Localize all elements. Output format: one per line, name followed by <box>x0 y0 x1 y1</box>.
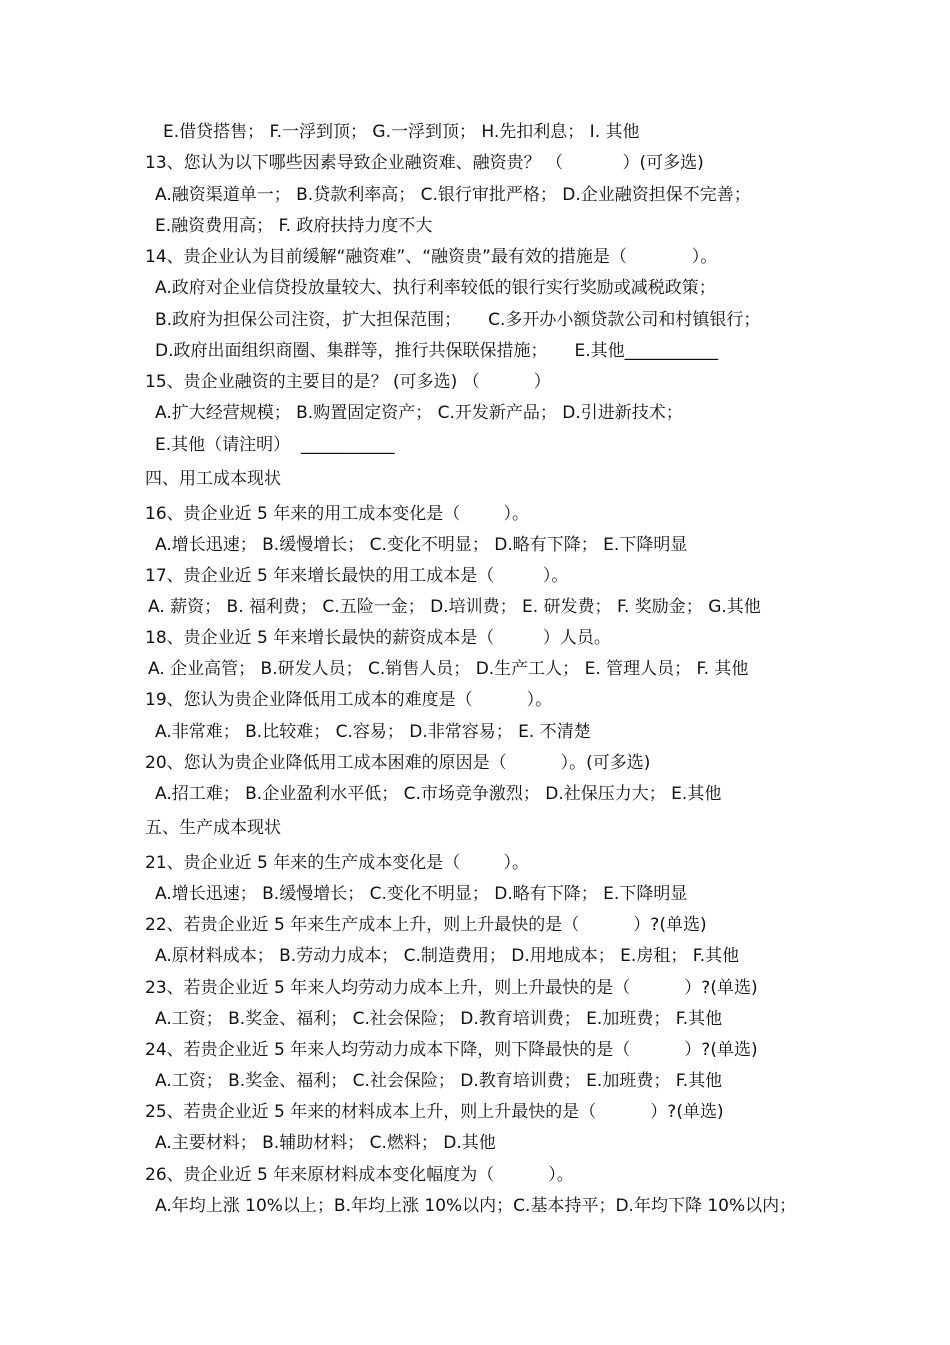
question-17: 17、贵企业近 5 年来增长最快的用工成本是（ ）。 <box>145 566 569 586</box>
option-line: A.原材料成本； B.劳动力成本； C.制造费用； D.用地成本； E.房租； F.其他 <box>155 946 740 966</box>
question-21: 21、贵企业近 5 年来的生产成本变化是（ ）。 <box>145 853 529 873</box>
option-line: A.融资渠道单一； B.贷款利率高； C.银行审批严格； D.企业融资担保不完善； <box>155 185 751 205</box>
question-24: 24、若贵企业近 5 年来人均劳动力成本下降，则下降最快的是（ ）?(单选) <box>145 1040 758 1060</box>
option-line: D.政府出面组织商圈、集群等，推行共保联保措施； E.其他___________ <box>155 341 719 361</box>
option-line: A. 薪资； B. 福利费； C.五险一金； D.培训费； E. 研发费； F. 奖励金； G.其他 <box>148 597 761 617</box>
option-line: A. 企业高管； B.研发人员； C.销售人员； D.生产工人； E. 管理人员； F. 其他 <box>148 659 749 679</box>
option-line: E.借贷搭售； F.一浮到顶； G.一浮到顶； H.先扣利息； I. 其他 <box>163 122 640 142</box>
option-line: A.工资； B.奖金、福利； C.社会保险； D.教育培训费； E.加班费； F.其他 <box>155 1071 723 1091</box>
option-line: B.政府为担保公司注资，扩大担保范围； C.多开办小额贷款公司和村镇银行； <box>155 310 761 330</box>
option-line: A.扩大经营规模； B.购置固定资产； C.开发新产品； D.引进新技术； <box>155 403 683 423</box>
question-18: 18、贵企业近 5 年来增长最快的薪资成本是（ ）人员。 <box>145 628 611 648</box>
option-line: A.年均上涨 10%以上；B.年均上涨 10%以内；C.基本持平；D.年均下降 10%以内； <box>155 1196 797 1216</box>
option-line: A.政府对企业信贷投放量较大、执行利率较低的银行实行奖励或减税政策； <box>155 278 716 298</box>
section-heading: 五、生产成本现状 <box>145 818 281 838</box>
question-16: 16、贵企业近 5 年来的用工成本变化是（ ）。 <box>145 504 529 524</box>
question-23: 23、若贵企业近 5 年来人均劳动力成本上升，则上升最快的是（ ）?(单选) <box>145 978 758 998</box>
option-line: E.其他（请注明） ___________ <box>155 435 395 455</box>
option-line: A.主要材料； B.辅助材料； C.燃料； D.其他 <box>155 1133 496 1153</box>
option-line: A.招工难； B.企业盈利水平低； C.市场竞争激烈； D.社保压力大； E.其他 <box>155 784 722 804</box>
question-13: 13、您认为以下哪些因素导致企业融资难、融资贵？ （ ）(可多选) <box>145 153 704 173</box>
section-heading: 四、用工成本现状 <box>145 469 281 489</box>
question-22: 22、若贵企业近 5 年来生产成本上升，则上升最快的是（ ）?(单选) <box>145 915 707 935</box>
option-line: A.非常难； B.比较难； C.容易； D.非常容易； E. 不清楚 <box>155 722 591 742</box>
question-14: 14、贵企业认为目前缓解“融资难”、“融资贵”最有效的措施是（ ）。 <box>145 247 718 267</box>
question-26: 26、贵企业近 5 年来原材料成本变化幅度为（ ）。 <box>145 1165 574 1185</box>
option-line: E.融资费用高； F. 政府扶持力度不大 <box>155 216 433 236</box>
question-15: 15、贵企业融资的主要目的是？ (可多选) （ ） <box>145 372 551 392</box>
option-line: A.工资； B.奖金、福利； C.社会保险； D.教育培训费； E.加班费； F.其他 <box>155 1009 723 1029</box>
option-line: A.增长迅速； B.缓慢增长； C.变化不明显； D.略有下降； E.下降明显 <box>155 535 688 555</box>
question-20: 20、您认为贵企业降低用工成本困难的原因是（ ）。(可多选) <box>145 753 651 773</box>
question-25: 25、若贵企业近 5 年来的材料成本上升，则上升最快的是（ ）?(单选) <box>145 1102 724 1122</box>
option-line: A.增长迅速； B.缓慢增长； C.变化不明显； D.略有下降； E.下降明显 <box>155 884 688 904</box>
question-19: 19、您认为贵企业降低用工成本的难度是（ ）。 <box>145 690 553 710</box>
